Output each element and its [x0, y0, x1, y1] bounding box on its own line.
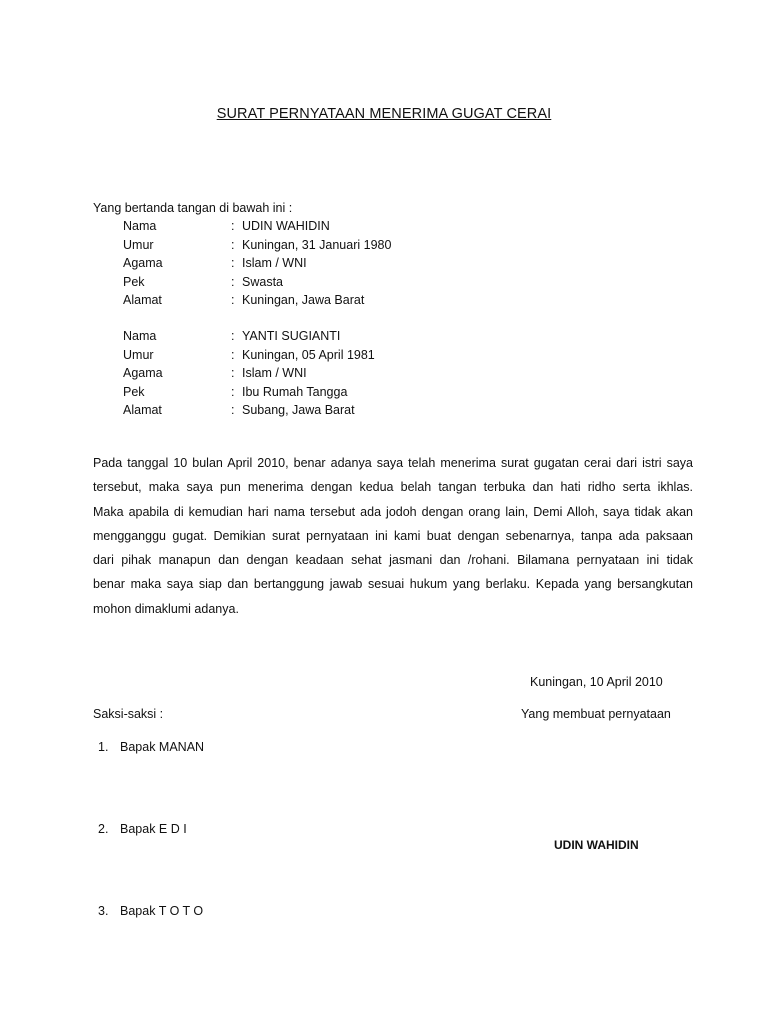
witness-name: Bapak MANAN [120, 740, 205, 754]
field-row [123, 236, 523, 255]
field-value: UDIN WAHIDIN [242, 219, 330, 233]
field-value: Kuningan, 31 Januari 1980 [242, 237, 392, 252]
field-row [123, 364, 523, 383]
person-block-2 [123, 327, 523, 420]
field-colon: : [231, 347, 235, 362]
field-value: Kuningan, 05 April 1981 [242, 347, 375, 362]
field-colon: : [231, 329, 235, 343]
field-row [123, 273, 523, 292]
field-label: Umur [123, 347, 154, 362]
field-value: Islam / WNI [242, 366, 307, 380]
paragraph-line: mengganggu gugat. Demikian surat pernyataan ini kami buat dengan sebenarnya, tanpa ada paksaan [93, 528, 693, 543]
statement-paragraph [93, 451, 693, 621]
field-value: YANTI SUGIANTI [242, 329, 341, 343]
intro-text: Yang bertanda tangan di bawah ini : [93, 201, 293, 215]
field-label: Alamat [123, 293, 162, 307]
field-label: Agama [123, 366, 163, 380]
paragraph-line: Maka apabila di kemudian hari nama tersebut ada jodoh dengan orang lain, Demi Alloh, saya tidak akan [93, 504, 693, 519]
person-block-1 [123, 217, 523, 310]
witness-number: 1. [98, 740, 109, 754]
field-label: Nama [123, 329, 157, 343]
field-value: Islam / WNI [242, 256, 307, 270]
field-value: Kuningan, Jawa Barat [242, 293, 365, 307]
witness-name: Bapak E D I [120, 822, 187, 836]
witness-name: Bapak T O T O [120, 904, 204, 918]
witness-item [98, 740, 204, 754]
paragraph-line: Pada tanggal 10 bulan April 2010, benar adanya saya telah menerima surat gugatan cerai dari istri saya [93, 456, 693, 470]
paragraph-line: dari pihak manapun dan dengan keadaan sehat jasmani dan /rohani. Bilamana pernyataan ini tidak [93, 553, 693, 568]
signer-name: UDIN WAHIDIN [554, 838, 639, 852]
field-row [123, 346, 523, 365]
field-value: Swasta [242, 274, 283, 289]
witness-item [98, 904, 203, 918]
field-colon: : [231, 384, 235, 399]
field-row [123, 401, 523, 420]
field-value: Subang, Jawa Barat [242, 403, 355, 417]
field-colon: : [231, 256, 235, 270]
field-colon: : [231, 293, 235, 307]
field-row [123, 291, 523, 310]
witness-number: 3. [98, 904, 109, 918]
field-row [123, 217, 523, 236]
field-label: Umur [123, 237, 154, 252]
field-colon: : [231, 366, 235, 380]
field-colon: : [231, 237, 235, 252]
field-colon: : [231, 274, 235, 289]
paragraph-line: mohon dimaklumi adanya. [93, 601, 239, 616]
field-label: Agama [123, 256, 163, 270]
witness-item [98, 822, 187, 836]
field-label: Pek [123, 384, 145, 399]
field-label: Nama [123, 219, 157, 233]
field-row [123, 327, 523, 346]
field-label: Alamat [123, 403, 162, 417]
field-row [123, 254, 523, 273]
paragraph-line: tersebut, maka saya pun menerima dengan kedua belah tangan terbuka dan hati ridho serta ikhlas. [93, 480, 693, 495]
field-row [123, 383, 523, 402]
paragraph-line: benar maka saya siap dan bertanggung jawab sesuai hukum yang berlaku. Kepada yang bersangkutan [93, 577, 693, 592]
witnesses-label: Saksi-saksi : [93, 707, 164, 721]
field-colon: : [231, 219, 235, 233]
field-value: Ibu Rumah Tangga [242, 384, 348, 399]
field-colon: : [231, 403, 235, 417]
document-title: SURAT PERNYATAAN MENERIMA GUGAT CERAI [216, 106, 552, 122]
maker-label: Yang membuat pernyataan [521, 707, 671, 721]
field-label: Pek [123, 274, 145, 289]
place-date: Kuningan, 10 April 2010 [530, 675, 663, 689]
witness-number: 2. [98, 822, 109, 836]
